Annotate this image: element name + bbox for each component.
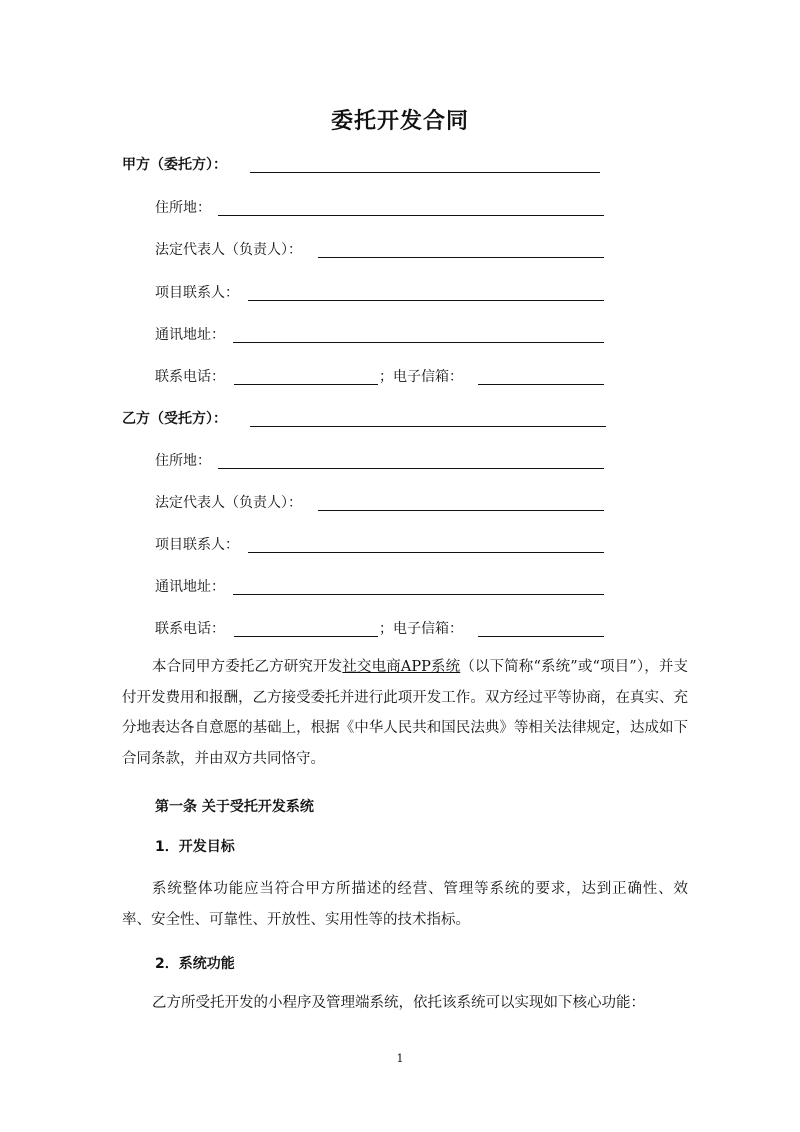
- party-b-address-label: 住所地：: [155, 453, 211, 469]
- party-a-name-blank: [250, 172, 600, 173]
- page-number: 1: [396, 1052, 404, 1065]
- party-a-contact-blank: [248, 300, 604, 301]
- party-b-label: 乙方（受托方）：: [122, 411, 227, 427]
- party-b-address-blank: [218, 468, 604, 469]
- party-b-contact-label: 项目联系人：: [155, 537, 239, 553]
- section-2-heading: 2．系统功能: [155, 956, 235, 972]
- party-b-contact-blank: [248, 552, 604, 553]
- intro-paragraph: [122, 652, 688, 774]
- article-1-heading: 第一条 关于受托开发系统: [155, 799, 314, 815]
- party-b-email-blank: [478, 636, 604, 637]
- party-b-email-label: ；电子信箱：: [379, 621, 463, 637]
- party-a-mailing-label: 通讯地址：: [155, 327, 225, 343]
- party-b-phone-label: 联系电话：: [155, 621, 225, 637]
- party-a-representative-blank: [318, 257, 604, 258]
- party-b-mailing-blank: [233, 594, 604, 595]
- party-a-address-blank: [218, 215, 604, 216]
- project-name: 社交电商APP系统: [342, 659, 461, 675]
- intro-text-before: 本合同甲方委托乙方研究开发: [152, 659, 343, 675]
- section-2-text: 乙方所受托开发的小程序及管理端系统，依托该系统可以实现如下核心功能：: [152, 995, 645, 1011]
- party-a-contact-label: 项目联系人：: [155, 285, 239, 301]
- section-1-heading: 1．开发目标: [155, 839, 235, 855]
- party-b-name-blank: [250, 426, 606, 427]
- section-1-text: 系统整体功能应当符合甲方所描述的经营、管理等系统的要求，达到正确性、效率、安全性、可靠性、开放性、实用性等的技术指标。: [122, 881, 688, 928]
- intro-text-after: （以下简称“系统”或“项目”），并支付开发费用和报酬，乙方接受委托并进行此项开发工作。双方经过平等协商，在真实、充分地表达各自意愿的基础上，根据《中华人民共和国民法典》等相关法律规定，达成如下合同条款，并由双方共同恪守。: [122, 659, 688, 767]
- party-a-mailing-blank: [233, 342, 604, 343]
- party-b-phone-blank: [234, 636, 378, 637]
- party-b-representative-label: 法定代表人（负责人）：: [155, 495, 302, 511]
- party-b-mailing-label: 通讯地址：: [155, 579, 225, 595]
- party-a-label: 甲方（委托方）：: [122, 157, 227, 173]
- party-a-representative-label: 法定代表人（负责人）：: [155, 242, 302, 258]
- party-a-email-blank: [478, 384, 604, 385]
- document-title: 委托开发合同: [330, 109, 469, 134]
- party-b-representative-blank: [318, 510, 604, 511]
- party-a-phone-blank: [234, 384, 378, 385]
- party-a-phone-label: 联系电话：: [155, 369, 225, 385]
- party-a-address-label: 住所地：: [155, 200, 211, 216]
- party-a-email-label: ；电子信箱：: [379, 369, 463, 385]
